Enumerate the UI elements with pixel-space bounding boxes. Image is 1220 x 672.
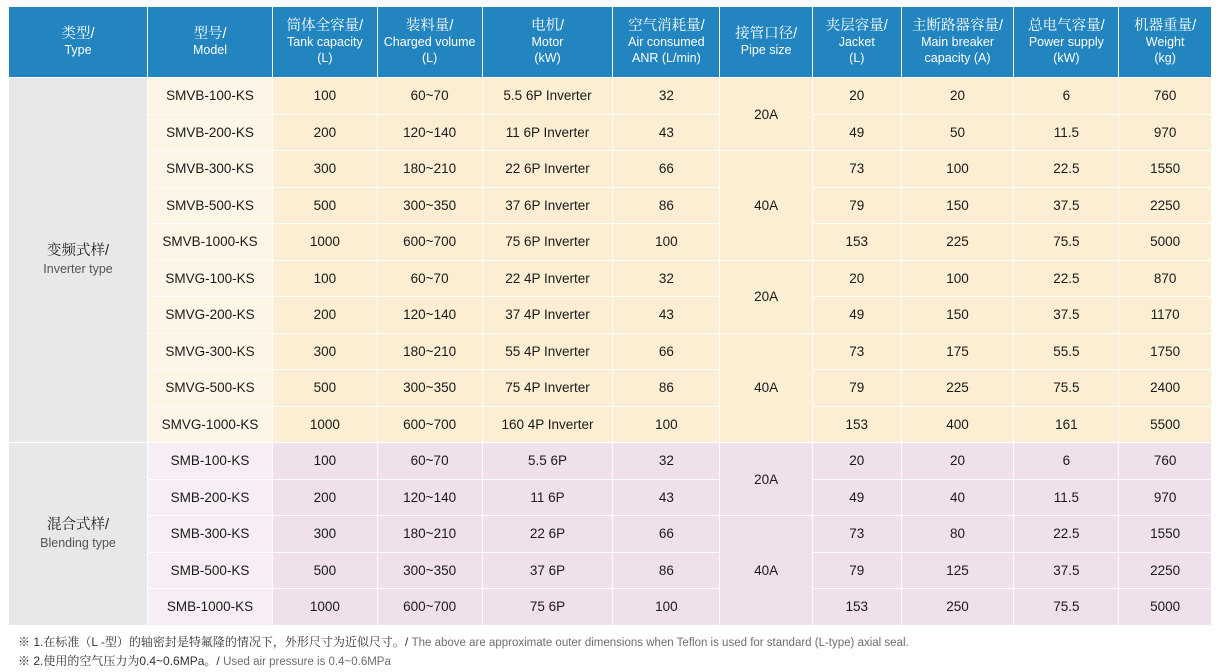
column-header-air-consumed — [613, 7, 720, 78]
cell-air: 43 — [613, 297, 720, 334]
cell-model: SMVG-500-KS — [148, 370, 273, 407]
cell-air: 32 — [613, 443, 720, 480]
cell-charged: 60~70 — [377, 260, 482, 297]
cell-air: 86 — [613, 187, 720, 224]
table-row — [9, 479, 1212, 516]
cell-breaker: 150 — [901, 187, 1014, 224]
cell-jacket: 20 — [812, 443, 901, 480]
header-cn: 筒体全容量/ — [273, 17, 377, 35]
cell-charged: 300~350 — [377, 552, 482, 589]
cell-breaker: 50 — [901, 114, 1014, 151]
footnote-2-en: Used air pressure is 0.4~0.6MPa — [223, 656, 391, 668]
group-inverter-type — [9, 78, 1212, 443]
footnote-1-en: The above are approximate outer dimensions when Teflon is used for standard (L-type) axial seal. — [412, 637, 909, 649]
column-header-pipe-size — [720, 7, 813, 78]
cell-breaker: 125 — [901, 552, 1014, 589]
cell-motor: 75 6P — [482, 589, 613, 626]
cell-breaker: 80 — [901, 516, 1014, 553]
cell-power: 75.5 — [1014, 370, 1119, 407]
cell-model: SMVB-1000-KS — [148, 224, 273, 261]
cell-model: SMB-100-KS — [148, 443, 273, 480]
group-label-inverter — [9, 78, 148, 443]
cell-air: 43 — [613, 114, 720, 151]
cell-tank: 1000 — [272, 406, 377, 443]
group-label-cn: 混合式样/ — [9, 516, 147, 536]
cell-motor: 37 6P — [482, 552, 613, 589]
table-row — [9, 151, 1212, 188]
header-unit: ANR (L/min) — [613, 51, 719, 67]
cell-breaker: 100 — [901, 260, 1014, 297]
cell-pipe-size: 20A — [720, 78, 813, 151]
table-row — [9, 443, 1212, 480]
header-cn: 主断路器容量/ — [902, 17, 1014, 35]
cell-weight: 1750 — [1119, 333, 1212, 370]
header-en: Model — [148, 43, 272, 59]
table-row — [9, 516, 1212, 553]
cell-motor: 5.5 6P — [482, 443, 613, 480]
table-row — [9, 224, 1212, 261]
cell-jacket: 79 — [812, 552, 901, 589]
cell-pipe-size: 20A — [720, 443, 813, 516]
header-row — [9, 7, 1212, 78]
cell-pipe-size: 20A — [720, 260, 813, 333]
column-header-jacket — [812, 7, 901, 78]
column-header-weight — [1119, 7, 1212, 78]
cell-motor: 75 4P Inverter — [482, 370, 613, 407]
cell-air: 66 — [613, 516, 720, 553]
cell-power: 6 — [1014, 78, 1119, 115]
cell-weight: 2250 — [1119, 552, 1212, 589]
cell-jacket: 73 — [812, 516, 901, 553]
header-unit: capacity (A) — [902, 51, 1014, 67]
column-header-type — [9, 7, 148, 78]
table-row — [9, 370, 1212, 407]
header-unit: (kW) — [483, 51, 613, 67]
cell-jacket: 49 — [812, 297, 901, 334]
header-cn: 型号/ — [148, 25, 272, 43]
cell-power: 11.5 — [1014, 114, 1119, 151]
cell-charged: 300~350 — [377, 187, 482, 224]
cell-jacket: 73 — [812, 333, 901, 370]
cell-breaker: 20 — [901, 443, 1014, 480]
cell-motor: 37 4P Inverter — [482, 297, 613, 334]
cell-air: 32 — [613, 260, 720, 297]
header-en: Type — [9, 43, 147, 59]
cell-air: 32 — [613, 78, 720, 115]
cell-breaker: 20 — [901, 78, 1014, 115]
column-header-model — [148, 7, 273, 78]
specification-table — [8, 6, 1212, 626]
cell-power: 55.5 — [1014, 333, 1119, 370]
cell-weight: 970 — [1119, 114, 1212, 151]
header-cn: 机器重量/ — [1119, 17, 1211, 35]
cell-breaker: 400 — [901, 406, 1014, 443]
cell-motor: 160 4P Inverter — [482, 406, 613, 443]
cell-motor: 22 6P — [482, 516, 613, 553]
cell-model: SMVB-300-KS — [148, 151, 273, 188]
cell-weight: 970 — [1119, 479, 1212, 516]
cell-air: 66 — [613, 333, 720, 370]
cell-motor: 11 6P Inverter — [482, 114, 613, 151]
cell-tank: 300 — [272, 333, 377, 370]
footnote-1 — [18, 633, 1212, 653]
group-label-en: Inverter type — [9, 261, 147, 278]
cell-power: 37.5 — [1014, 297, 1119, 334]
header-en: Main breaker — [902, 35, 1014, 51]
cell-pipe-size: 40A — [720, 516, 813, 626]
cell-tank: 100 — [272, 78, 377, 115]
group-blending-type — [9, 443, 1212, 626]
cell-model: SMVB-100-KS — [148, 78, 273, 115]
header-unit: (L) — [273, 51, 377, 67]
cell-model: SMB-1000-KS — [148, 589, 273, 626]
cell-breaker: 175 — [901, 333, 1014, 370]
table-row — [9, 589, 1212, 626]
table-row — [9, 552, 1212, 589]
header-en: Weight — [1119, 35, 1211, 51]
cell-power: 6 — [1014, 443, 1119, 480]
cell-weight: 1170 — [1119, 297, 1212, 334]
cell-weight: 5000 — [1119, 224, 1212, 261]
cell-model: SMVG-1000-KS — [148, 406, 273, 443]
cell-tank: 300 — [272, 516, 377, 553]
cell-jacket: 153 — [812, 589, 901, 626]
cell-tank: 200 — [272, 297, 377, 334]
cell-air: 100 — [613, 406, 720, 443]
cell-weight: 760 — [1119, 443, 1212, 480]
cell-jacket: 20 — [812, 78, 901, 115]
cell-power: 75.5 — [1014, 589, 1119, 626]
cell-breaker: 225 — [901, 370, 1014, 407]
table-row — [9, 406, 1212, 443]
table-row — [9, 297, 1212, 334]
cell-model: SMB-200-KS — [148, 479, 273, 516]
cell-weight: 870 — [1119, 260, 1212, 297]
header-cn: 电机/ — [483, 17, 613, 35]
cell-weight: 5000 — [1119, 589, 1212, 626]
header-cn: 装料量/ — [378, 17, 482, 35]
column-header-tank-capacity — [272, 7, 377, 78]
footnotes — [8, 633, 1212, 672]
cell-air: 86 — [613, 370, 720, 407]
header-en: Charged volume — [378, 35, 482, 51]
cell-charged: 120~140 — [377, 479, 482, 516]
cell-tank: 1000 — [272, 589, 377, 626]
cell-power: 37.5 — [1014, 552, 1119, 589]
cell-tank: 500 — [272, 370, 377, 407]
header-en: Pipe size — [720, 43, 812, 59]
table-row — [9, 114, 1212, 151]
cell-breaker: 40 — [901, 479, 1014, 516]
cell-weight: 5500 — [1119, 406, 1212, 443]
cell-breaker: 100 — [901, 151, 1014, 188]
cell-motor: 75 6P Inverter — [482, 224, 613, 261]
cell-power: 22.5 — [1014, 151, 1119, 188]
header-cn: 接管口径/ — [720, 25, 812, 43]
cell-weight: 2250 — [1119, 187, 1212, 224]
column-header-power-supply — [1014, 7, 1119, 78]
cell-model: SMB-300-KS — [148, 516, 273, 553]
cell-jacket: 79 — [812, 187, 901, 224]
cell-tank: 500 — [272, 552, 377, 589]
cell-weight: 1550 — [1119, 151, 1212, 188]
column-header-motor — [482, 7, 613, 78]
cell-power: 11.5 — [1014, 479, 1119, 516]
table-row — [9, 78, 1212, 115]
cell-power: 161 — [1014, 406, 1119, 443]
cell-tank: 500 — [272, 187, 377, 224]
header-unit: (kW) — [1014, 51, 1118, 67]
footnote-2 — [18, 652, 1212, 672]
cell-charged: 180~210 — [377, 151, 482, 188]
group-label-cn: 变频式样/ — [9, 242, 147, 262]
header-en: Jacket — [813, 35, 901, 51]
group-label-blending — [9, 443, 148, 626]
cell-model: SMVG-300-KS — [148, 333, 273, 370]
header-en: Motor — [483, 35, 613, 51]
cell-jacket: 20 — [812, 260, 901, 297]
cell-jacket: 73 — [812, 151, 901, 188]
cell-air: 66 — [613, 151, 720, 188]
cell-tank: 1000 — [272, 224, 377, 261]
cell-motor: 22 6P Inverter — [482, 151, 613, 188]
cell-breaker: 225 — [901, 224, 1014, 261]
cell-motor: 22 4P Inverter — [482, 260, 613, 297]
cell-motor: 11 6P — [482, 479, 613, 516]
cell-charged: 60~70 — [377, 443, 482, 480]
header-en: Air consumed — [613, 35, 719, 51]
group-label-en: Blending type — [9, 535, 147, 552]
cell-pipe-size: 40A — [720, 333, 813, 443]
table-row — [9, 187, 1212, 224]
cell-jacket: 49 — [812, 479, 901, 516]
header-cn: 类型/ — [9, 25, 147, 43]
header-cn: 夹层容量/ — [813, 17, 901, 35]
cell-power: 75.5 — [1014, 224, 1119, 261]
cell-charged: 300~350 — [377, 370, 482, 407]
footnote-1-cn: ※ 1.在标准（L -型）的轴密封是特氟隆的情况下，外形尺寸为近似尺寸。/ — [18, 635, 408, 649]
cell-air: 86 — [613, 552, 720, 589]
cell-charged: 600~700 — [377, 224, 482, 261]
cell-power: 22.5 — [1014, 516, 1119, 553]
column-header-main-breaker — [901, 7, 1014, 78]
header-unit: (L) — [813, 51, 901, 67]
cell-air: 43 — [613, 479, 720, 516]
footnote-2-cn: ※ 2.使用的空气压力为0.4~0.6MPa。/ — [18, 654, 220, 668]
cell-charged: 120~140 — [377, 114, 482, 151]
table-row — [9, 333, 1212, 370]
cell-tank: 100 — [272, 260, 377, 297]
cell-motor: 5.5 6P Inverter — [482, 78, 613, 115]
cell-model: SMB-500-KS — [148, 552, 273, 589]
cell-pipe-size: 40A — [720, 151, 813, 261]
cell-tank: 200 — [272, 114, 377, 151]
cell-motor: 55 4P Inverter — [482, 333, 613, 370]
cell-weight: 760 — [1119, 78, 1212, 115]
cell-weight: 1550 — [1119, 516, 1212, 553]
cell-tank: 100 — [272, 443, 377, 480]
column-header-charged-volume — [377, 7, 482, 78]
cell-charged: 180~210 — [377, 516, 482, 553]
cell-jacket: 153 — [812, 406, 901, 443]
table-header — [9, 7, 1212, 78]
cell-air: 100 — [613, 224, 720, 261]
cell-motor: 37 6P Inverter — [482, 187, 613, 224]
cell-model: SMVB-200-KS — [148, 114, 273, 151]
cell-tank: 200 — [272, 479, 377, 516]
cell-jacket: 79 — [812, 370, 901, 407]
cell-power: 22.5 — [1014, 260, 1119, 297]
cell-weight: 2400 — [1119, 370, 1212, 407]
cell-model: SMVG-200-KS — [148, 297, 273, 334]
table-row — [9, 260, 1212, 297]
header-cn: 总电气容量/ — [1014, 17, 1118, 35]
cell-charged: 180~210 — [377, 333, 482, 370]
cell-air: 100 — [613, 589, 720, 626]
header-en: Power supply — [1014, 35, 1118, 51]
cell-breaker: 250 — [901, 589, 1014, 626]
cell-charged: 600~700 — [377, 406, 482, 443]
header-en: Tank capacity — [273, 35, 377, 51]
cell-model: SMVG-100-KS — [148, 260, 273, 297]
cell-breaker: 150 — [901, 297, 1014, 334]
header-unit: (L) — [378, 51, 482, 67]
cell-model: SMVB-500-KS — [148, 187, 273, 224]
cell-tank: 300 — [272, 151, 377, 188]
header-unit: (kg) — [1119, 51, 1211, 67]
cell-jacket: 49 — [812, 114, 901, 151]
cell-charged: 600~700 — [377, 589, 482, 626]
cell-charged: 120~140 — [377, 297, 482, 334]
cell-jacket: 153 — [812, 224, 901, 261]
cell-power: 37.5 — [1014, 187, 1119, 224]
header-cn: 空气消耗量/ — [613, 17, 719, 35]
cell-charged: 60~70 — [377, 78, 482, 115]
